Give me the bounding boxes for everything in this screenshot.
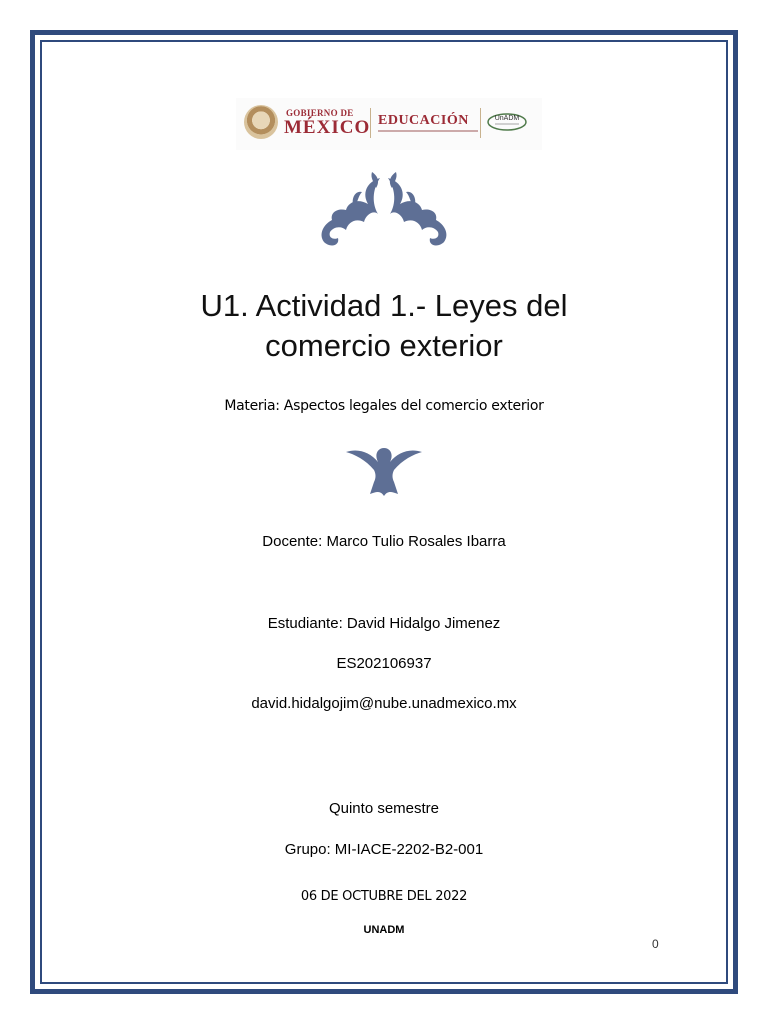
student-email: david.hidalgojim@nube.unadmexico.mx <box>251 695 517 712</box>
coat-of-arms-icon <box>244 105 278 139</box>
student-line: Estudiante: David Hidalgo Jimenez <box>267 615 501 632</box>
header-logos <box>236 98 542 150</box>
institution-line: UNADM <box>363 924 405 936</box>
gov-label-small: GOBIERNO DE <box>286 108 354 118</box>
gov-label-big: MÉXICO <box>284 117 371 138</box>
group-line: Grupo: MI-IACE-2202-B2-001 <box>284 841 484 858</box>
title-line-2: comercio exterior <box>265 328 503 363</box>
education-subline <box>378 130 478 132</box>
teacher-line: Docente: Marco Tulio Rosales Ibarra <box>262 533 506 550</box>
logo-divider <box>370 108 371 138</box>
education-label: EDUCACIÓN <box>378 113 469 128</box>
title-line-1: U1. Actividad 1.- Leyes del <box>200 288 568 323</box>
fleuron-icon <box>344 444 424 500</box>
semester-line: Quinto semestre <box>328 800 440 817</box>
unadm-logo-icon <box>486 110 528 132</box>
document-title <box>0 286 768 366</box>
subject-line: Materia: Aspectos legales del comercio exterior <box>224 398 544 414</box>
date-line: 06 DE OCTUBRE DEL 2022 <box>300 889 468 904</box>
student-id: ES202106937 <box>336 655 432 672</box>
logo-divider <box>480 108 481 138</box>
page-number: 0 <box>652 937 659 951</box>
unadm-logo-text: UnADM <box>494 115 520 122</box>
floral-ornament-icon <box>308 168 460 252</box>
